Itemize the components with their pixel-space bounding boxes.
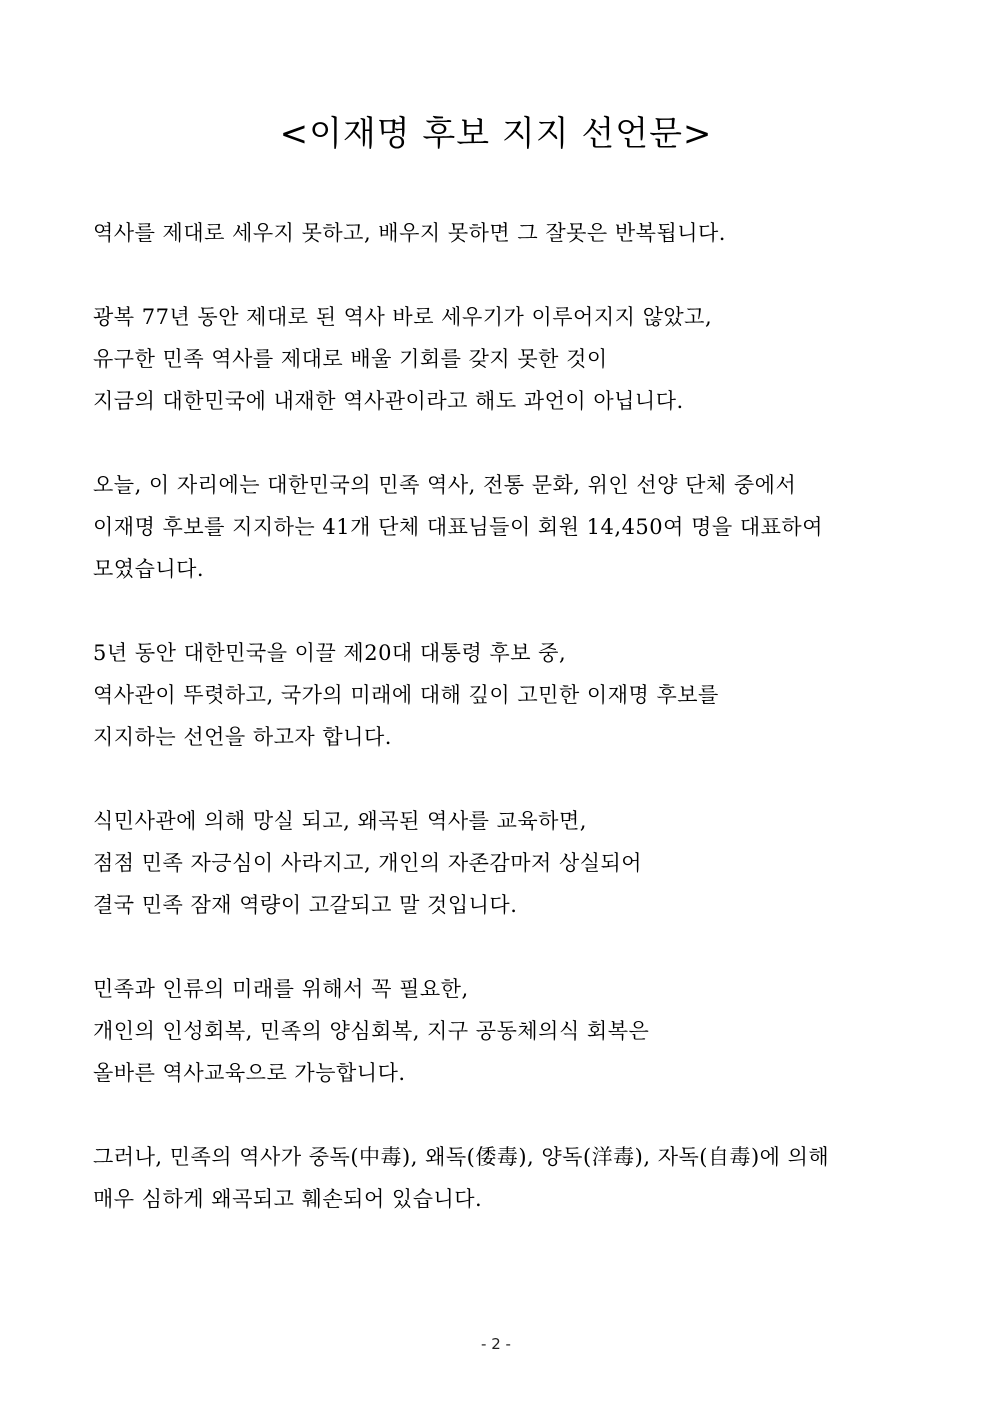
paragraph-1 <box>93 212 883 254</box>
paragraph-line: 그러나, 민족의 역사가 중독(中毒), 왜독(倭毒), 양독(洋毒), 자독(自毒)에 의해 <box>93 1145 830 1169</box>
document-title: <이재명 후보 지지 선언문> <box>279 114 713 154</box>
paragraph-3 <box>93 464 883 590</box>
paragraph-line: 역사관이 뚜렷하고, 국가의 미래에 대해 깊이 고민한 이재명 후보를 <box>93 683 719 707</box>
paragraph-2 <box>93 296 883 422</box>
paragraph-line: 이재명 후보를 지지하는 41개 단체 대표님들이 회원 14,450여 명을 대표하여 <box>93 515 823 539</box>
paragraph-line: 민족과 인류의 미래를 위해서 꼭 필요한, <box>93 977 469 1001</box>
paragraph-6 <box>93 968 883 1094</box>
paragraph-line: 식민사관에 의해 망실 되고, 왜곡된 역사를 교육하면, <box>93 809 587 833</box>
document-body <box>93 212 883 1220</box>
paragraph-line: 모였습니다. <box>93 557 205 581</box>
paragraph-line: 개인의 인성회복, 민족의 양심회복, 지구 공동체의식 회복은 <box>93 1019 650 1043</box>
paragraph-line: 점점 민족 자긍심이 사라지고, 개인의 자존감마저 상실되어 <box>93 851 643 875</box>
paragraph-line: 오늘, 이 자리에는 대한민국의 민족 역사, 전통 문화, 위인 선양 단체 중에서 <box>93 473 797 497</box>
paragraph-line: 유구한 민족 역사를 제대로 배울 기회를 갖지 못한 것이 <box>93 347 608 371</box>
paragraph-line: 올바른 역사교육으로 가능합니다. <box>93 1061 406 1085</box>
paragraph-line: 광복 77년 동안 제대로 된 역사 바로 세우기가 이루어지지 않았고, <box>93 305 713 329</box>
paragraph-line: 지금의 대한민국에 내재한 역사관이라고 해도 과언이 아닙니다. <box>93 389 684 413</box>
paragraph-7 <box>93 1136 883 1220</box>
paragraph-line: 역사를 제대로 세우지 못하고, 배우지 못하면 그 잘못은 반복됩니다. <box>93 221 726 245</box>
paragraph-line: 결국 민족 잠재 역량이 고갈되고 말 것입니다. <box>93 893 518 917</box>
page-number: - 2 - <box>481 1335 511 1353</box>
paragraph-line: 5년 동안 대한민국을 이끌 제20대 대통령 후보 중, <box>93 641 567 665</box>
paragraph-line: 매우 심하게 왜곡되고 훼손되어 있습니다. <box>93 1187 483 1211</box>
paragraph-5 <box>93 800 883 926</box>
paragraph-4 <box>93 632 883 758</box>
paragraph-line: 지지하는 선언을 하고자 합니다. <box>93 725 392 749</box>
